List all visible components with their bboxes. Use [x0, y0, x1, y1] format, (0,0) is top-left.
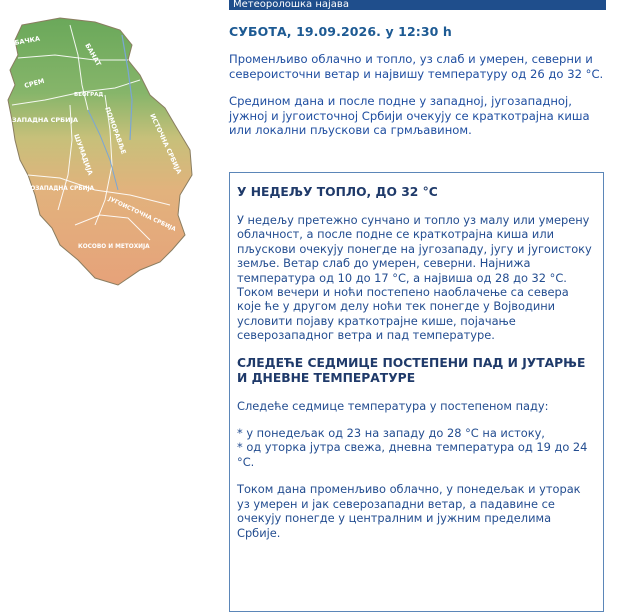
map-label-pomoravlje: ПОМОРАВЉЕ [103, 105, 128, 156]
header-bar: Метеоролошка најава [229, 0, 606, 10]
map-label-istocna-srbija: ИСТОЧНА СРБИЈА [148, 112, 184, 176]
map-label-beograd: БЕОГРАД [74, 92, 104, 98]
forecast-paragraph-1: Променљиво облачно и топло, уз слаб и умерен, северни и североисточни ветар и највишу температуру од 26 до 32 °C. [229, 52, 604, 81]
map-label-zapadna-srbija-text: ЗАПАДНА СРБИЈА [12, 116, 79, 124]
outlook-box [229, 172, 604, 612]
map-label-sumadija: ШУМАДИЈА [72, 132, 95, 177]
outlook-heading-next-week: СЛЕДЕЋЕ СЕДМИЦЕ ПОСТЕПЕНИ ПАД И ЈУТАРЊЕ И ДНЕВНЕ ТЕМПЕРАТУРЕ [237, 355, 586, 385]
forecast-content [229, 0, 606, 138]
map-label-kosovo-metohija: КОСОВО И МЕТОХИЈА [78, 244, 150, 250]
map-label-backa: БАЧКА [13, 34, 41, 47]
outlook-text-precipitation: Током дана променљиво облачно, у понедељак и уторак уз умерен и јак северозападни ветар, а падавине се очекују понегде у централним и јужним пределима Србије. [237, 482, 581, 540]
forecast-paragraph-2: Средином дана и после подне у западној, југозападној, јужној и југоисточној Србији очекују се краткотрајна киша или локални пљускови са грмљавином. [229, 94, 590, 137]
outlook-text-night: Током вечери и ноћи постепено наоблачење са севера које ће у другом делу ноћи тек понегде у Војводини условити појаву краткотрајне кише, појачање северозападног ветра и пад температуре. [237, 285, 569, 343]
map-label-srem: СРЕМ [23, 76, 46, 90]
outlook-heading-sunday: У НЕДЕЉУ ТОПЛО, ДО 32 °C [237, 185, 438, 199]
map-label-jugoistocna-srbija: ЈУГОИСТОЧНА СРБИЈА [107, 196, 177, 233]
outlook-bullet-tuesday: * од уторка јутра свежа, дневна температура од 19 до 24 °C. [237, 440, 588, 469]
map-label-jugozapadna-srbija: ЈУГОЗАПАДНА СРБИЈА [20, 186, 95, 192]
outlook-bullet-monday: * у понедељак од 23 на западу до 28 °C на истоку, [237, 426, 545, 441]
outlook-text-next-week: Следеће седмице температура у постепеном паду: [237, 398, 549, 413]
map-svg [0, 0, 215, 300]
outlook-text-sunday: У недељу претежно сунчано и топло уз малу или умерену облачност, а после подне се краткотрајна киша или пљускови очекују понегде на југозападу, југу и југоистоку земље. Ветар слаб до умерен, северни. Најнижа температура од 10 до 17 °C, а највиша од 28 до 32 °C. [237, 213, 592, 285]
map-label-banat: БАНАТ [83, 42, 103, 68]
map-label-zapadna-srbija [12, 116, 78, 124]
forecast-date-title: СУБОТА, 19.09.2026. у 12:30 h [229, 24, 452, 39]
serbia-region-map[interactable] [0, 0, 215, 300]
